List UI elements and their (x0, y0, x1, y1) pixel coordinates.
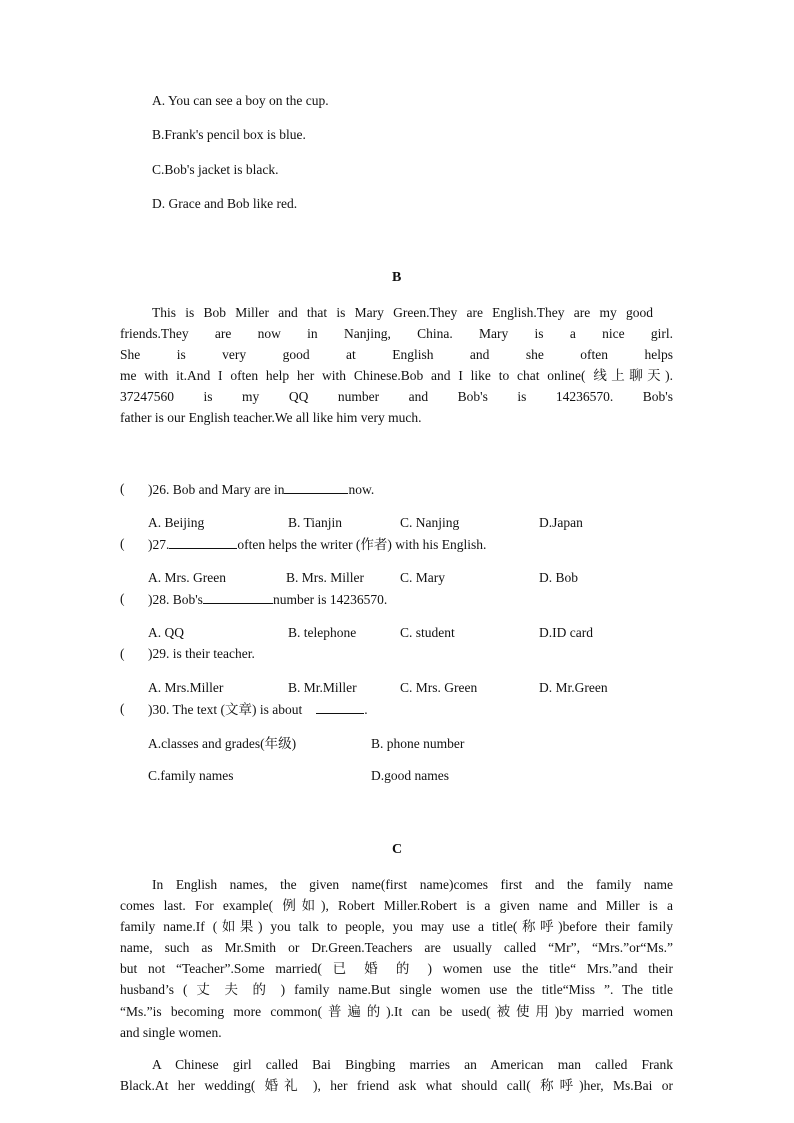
passage-line: Black.At her wedding( 婚礼 ), her friend ask what should call( 称呼)her, Ms.Bai or (120, 1078, 673, 1093)
option-a[interactable]: A.classes and grades(年级) (148, 736, 297, 751)
passage-line: comes last. For example( 例如), Robert Miller.Robert is a given name and Miller is a (120, 898, 673, 913)
passage-line: friends.They are now in Nanjing, China. Mary is a nice girl. (120, 326, 673, 341)
option-a[interactable]: A. Mrs. Green (148, 570, 226, 585)
passage-line: In English names, the given name(first name)comes first and the family name (152, 877, 673, 892)
passage-line: husband’s ( 丈 夫 的 ) family name.But single women use the title“Miss ”. The title (120, 982, 673, 997)
question-stem: )26. Bob and Mary are in (148, 482, 285, 497)
passage-line: This is Bob Miller and that is Mary Green.They are English.They are my good (152, 305, 653, 320)
option-c[interactable]: C. Mary (400, 570, 445, 585)
prev-option-d: D. Grace and Bob like red. (152, 196, 298, 211)
answer-paren[interactable]: ( (120, 701, 125, 716)
option-b[interactable]: B. phone number (371, 736, 465, 751)
option-a[interactable]: A. Mrs.Miller (148, 680, 224, 695)
question-stem-end: often helps the writer (作者) with his English. (237, 537, 487, 552)
question-stem: )27. (148, 537, 170, 552)
question-stem-end: . (364, 702, 368, 717)
option-a[interactable]: A. Beijing (148, 515, 205, 530)
answer-paren[interactable]: ( (120, 591, 125, 606)
option-b[interactable]: B. Mrs. Miller (286, 570, 365, 585)
option-c[interactable]: C.family names (148, 768, 234, 783)
option-b[interactable]: B. telephone (288, 625, 357, 640)
passage-line: father is our English teacher.We all like him very much. (120, 410, 422, 425)
option-b[interactable]: B. Tianjin (288, 515, 343, 530)
option-d[interactable]: D.good names (371, 768, 449, 783)
passage-line: and single women. (120, 1025, 222, 1040)
answer-blank[interactable] (203, 591, 273, 604)
option-c[interactable]: C. Nanjing (400, 515, 460, 530)
passage-line: She is very good at English and she often helps (120, 347, 673, 362)
option-d[interactable]: D. Bob (539, 570, 579, 585)
option-a[interactable]: A. QQ (148, 625, 184, 640)
answer-blank[interactable] (316, 701, 364, 714)
prev-option-b: B.Frank's pencil box is blue. (152, 127, 306, 142)
question-stem: )28. Bob's (148, 592, 203, 607)
passage-line: family name.If (如果) you talk to people, you may use a title(称呼)before their family (120, 919, 673, 934)
section-b-heading: B (392, 270, 402, 285)
passage-line: “Ms.”is becoming more common(普遍的).It can be used(被使用)by married women (120, 1004, 673, 1019)
passage-line: me with it.And I often help her with Chinese.Bob and I like to chat online( 线上聊天). (120, 368, 673, 383)
passage-line: 37247560 is my QQ number and Bob's is 14236570. Bob's (120, 389, 673, 404)
question-stem: )29. is their teacher. (148, 646, 255, 661)
answer-blank[interactable] (284, 481, 348, 494)
question-stem-end: now. (348, 482, 375, 497)
prev-option-c: C.Bob's jacket is black. (152, 162, 279, 177)
option-b[interactable]: B. Mr.Miller (288, 680, 357, 695)
option-c[interactable]: C. student (400, 625, 455, 640)
passage-line: but not “Teacher”.Some married( 已 婚 的 ) women use the title“ Mrs.”and their (120, 961, 673, 976)
answer-paren[interactable]: ( (120, 481, 125, 496)
question-stem: )30. The text (文章) is about (148, 702, 303, 717)
answer-blank[interactable] (169, 536, 237, 549)
option-c[interactable]: C. Mrs. Green (400, 680, 478, 695)
question-stem-end: number is 14236570. (272, 592, 388, 607)
option-d[interactable]: D. Mr.Green (539, 680, 608, 695)
option-d[interactable]: D.ID card (539, 625, 593, 640)
answer-paren[interactable]: ( (120, 646, 125, 661)
passage-line: A Chinese girl called Bai Bingbing marries an American man called Frank (152, 1057, 673, 1072)
section-c-heading: C (392, 842, 403, 857)
prev-option-a: A. You can see a boy on the cup. (152, 93, 329, 108)
answer-paren[interactable]: ( (120, 536, 125, 551)
passage-line: name, such as Mr.Smith or Dr.Green.Teachers are usually called “Mr”, “Mrs.”or“Ms.” (120, 940, 673, 955)
option-d[interactable]: D.Japan (539, 515, 583, 530)
